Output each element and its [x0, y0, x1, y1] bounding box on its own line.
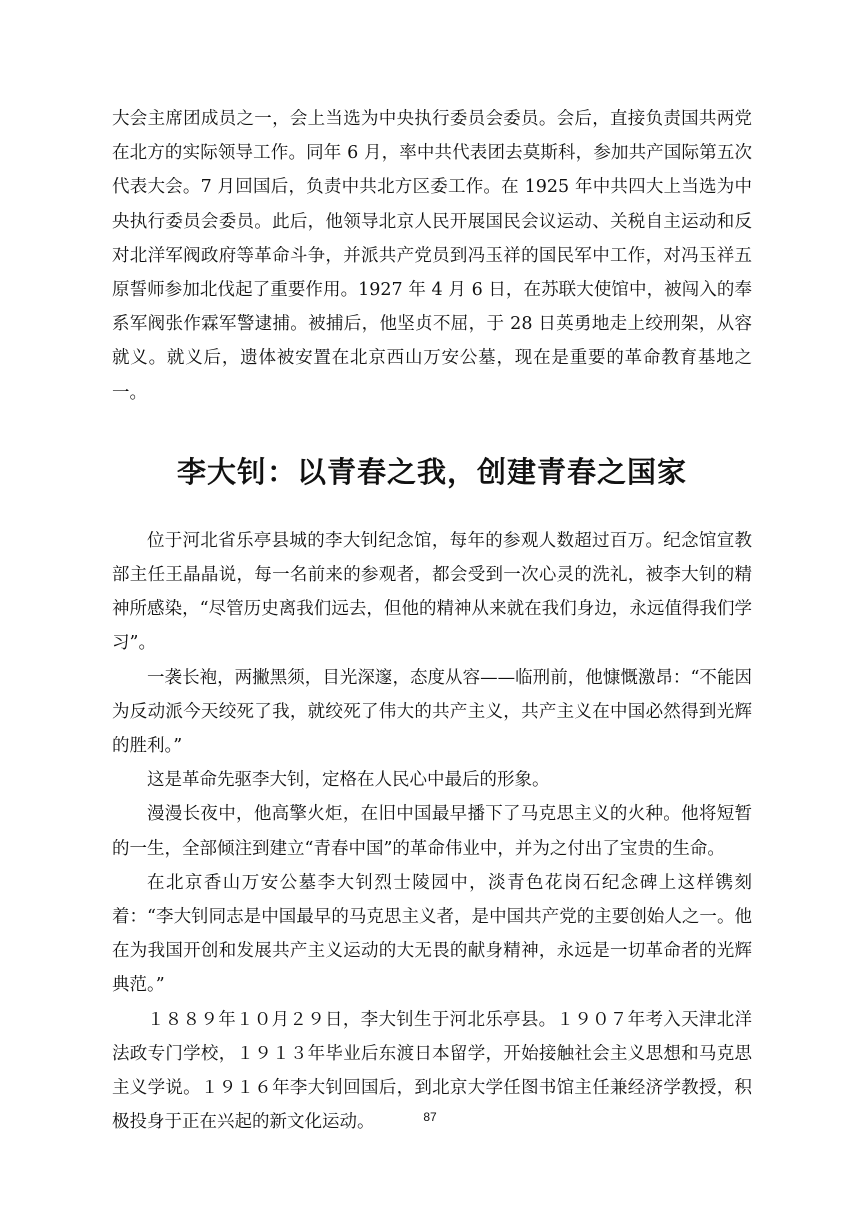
section-title: 李大钊：以青春之我，创建青春之国家: [176, 454, 687, 489]
body-paragraph-4: 漫漫长夜中，他高擎火炬，在旧中国最早播下了马克思主义的火种。他将短暂的一生，全部倾注到建立“青春中国”的革命伟业中，并为之付出了宝贵的生命。: [112, 804, 752, 859]
body-paragraph-3: 这是革命先驱李大钊，定格在人民心中最后的形象。: [147, 770, 550, 791]
body-paragraph-2: 一袭长袍，两撇黑须，目光深邃，态度从容——临刑前，他慷慨激昂：“不能因为反动派今天绞死了我，就绞死了伟大的共产主义，共产主义在中国必然得到光辉的胜利。”: [112, 667, 752, 757]
page-number: 87: [423, 1110, 437, 1124]
body-paragraph-1: 位于河北省乐亭县城的李大钊纪念馆，每年的参观人数超过百万。纪念馆宣教部主任王晶晶说，每一名前来的参观者，都会受到一次心灵的洗礼，被李大钊的精神所感染，“尽管历史离我们远去，但他的精神从来就在我们身边，永远值得我们学习”。: [112, 530, 752, 654]
intro-paragraph: 大会主席团成员之一，会上当选为中央执行委员会委员。会后，直接负责国共两党在北方的实际领导工作。同年 6 月，率中共代表团去莫斯科，参加共产国际第五次代表大会。7 月回国后，负责中共北方区委工作。在 1925 年中共四大上当选为中央执行委员会委员。此后，他领导北京人民开展国民会议运动、关税自主运动和反对北洋军阀政府等革命斗争，并派共产党员到冯玉祥的国民军中工作，对冯玉祥五原誓师参加北伐起了重要作用。1927 年 4 月 6 日，在苏联大使馆中，被闯入的奉系军阀张作霖军警逮捕。被捕后，他坚贞不屈，于 28 日英勇地走上绞刑架，从容就义。就义后，遗体被安置在北京西山万安公墓，现在是重要的革命教育基地之一。: [112, 109, 752, 403]
body-paragraph-5: 在北京香山万安公墓李大钊烈士陵园中，淡青色花岗石纪念碑上这样镌刻着：“李大钊同志是中国最早的马克思主义者，是中国共产党的主要创始人之一。他在为我国开创和发展共产主义运动的大无畏的献身精神，永远是一切革命者的光辉典范。”: [112, 872, 752, 996]
document-page: [112, 102, 752, 1139]
body-paragraph-6: １８８９年１０月２９日，李大钊生于河北乐亭县。１９０７年考入天津北洋法政专门学校，１９１３年毕业后东渡日本留学，开始接触社会主义思想和马克思主义学说。１９１６年李大钊回国后，到北京大学任图书馆主任兼经济学教授，积极投身于正在兴起的新文化运动。: [112, 1009, 752, 1133]
